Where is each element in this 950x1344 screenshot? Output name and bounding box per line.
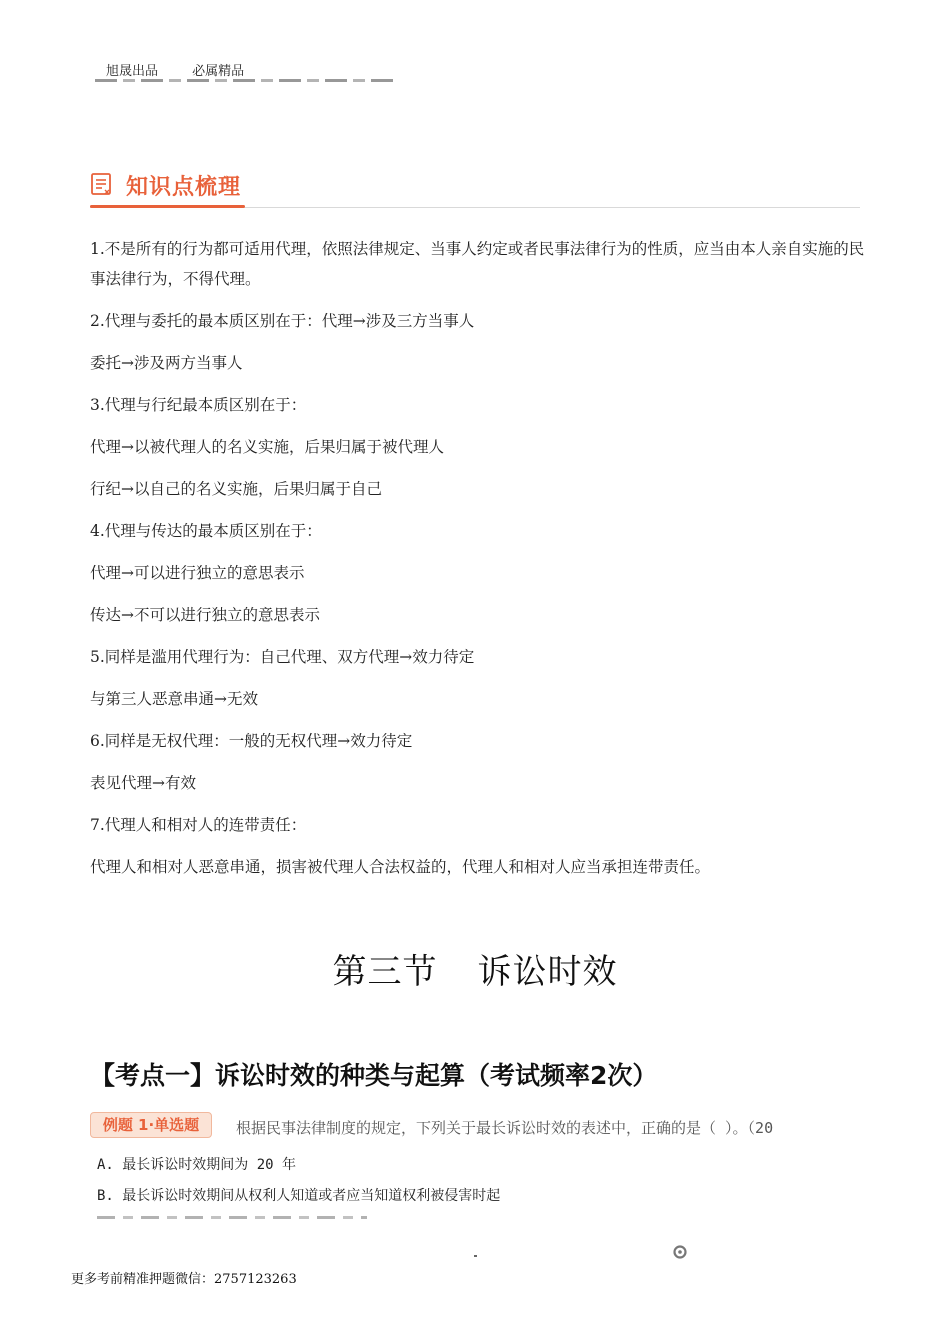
exam-point-title: 【考点一】诉讼时效的种类与起算（考试频率2次） <box>90 1061 658 1090</box>
header-scan-artifact <box>95 76 395 84</box>
watermark-icon <box>673 1245 687 1259</box>
knowledge-line: 代理→以被代理人的名义实施，后果归属于被代理人 <box>90 438 444 456</box>
knowledge-line: 5.同样是滥用代理行为：自己代理、双方代理→效力待定 <box>90 648 475 666</box>
option-b: B. 最长诉讼时效期间从权利人知道或者应当知道权利被侵害时起 <box>97 1188 501 1204</box>
chapter-number: 第三节 <box>332 952 438 992</box>
knowledge-line: 传达→不可以进行独立的意思表示 <box>90 606 320 624</box>
knowledge-line: 行纪→以自己的名义实施，后果归属于自己 <box>90 480 382 498</box>
section-header <box>90 168 860 210</box>
section-title: 知识点梳理 <box>126 175 242 200</box>
knowledge-line: 2.代理与委托的最本质区别在于：代理→涉及三方当事人 <box>90 312 475 330</box>
section-underline <box>90 205 245 208</box>
chapter-title <box>0 944 950 993</box>
knowledge-line: 代理→可以进行独立的意思表示 <box>90 564 305 582</box>
knowledge-line: 委托→涉及两方当事人 <box>90 354 243 372</box>
knowledge-line: 3.代理与行纪最本质区别在于： <box>90 396 307 414</box>
example-badge: 例题 1·单选题 <box>90 1112 212 1138</box>
brand-right: 必属精品 <box>192 64 245 79</box>
knowledge-line: 6.同样是无权代理：一般的无权代理→效力待定 <box>90 732 413 750</box>
knowledge-content <box>90 234 865 894</box>
list-document-icon <box>90 172 114 196</box>
chapter-name: 诉讼时效 <box>477 952 618 992</box>
knowledge-line: 7.代理人和相对人的连带责任： <box>90 816 307 834</box>
example-question: 根据民事法律制度的规定，下列关于最长诉讼时效的表述中，正确的是（ ）。（20 <box>236 1119 774 1137</box>
knowledge-line: 1.不是所有的行为都可适用代理，依照法律规定、当事人约定或者民事法律行为的性质，应当由本人亲自实施的民事法律行为，不得代理。 <box>90 240 865 288</box>
brand-left: 旭晟出品 <box>106 64 159 79</box>
footer-wechat: 更多考前精准押题微信：2757123263 <box>71 1272 297 1287</box>
option-a: A. 最长诉讼时效期间为 20 年 <box>97 1157 297 1173</box>
knowledge-line: 4.代理与传达的最本质区别在于： <box>90 522 322 540</box>
knowledge-line: 与第三人恶意串通→无效 <box>90 690 258 708</box>
footer-dot <box>474 1255 477 1257</box>
knowledge-line: 表见代理→有效 <box>90 774 196 792</box>
knowledge-line: 代理人和相对人恶意串通，损害被代理人合法权益的，代理人和相对人应当承担连带责任。 <box>90 858 711 876</box>
option-c-scan-artifact <box>97 1214 367 1220</box>
